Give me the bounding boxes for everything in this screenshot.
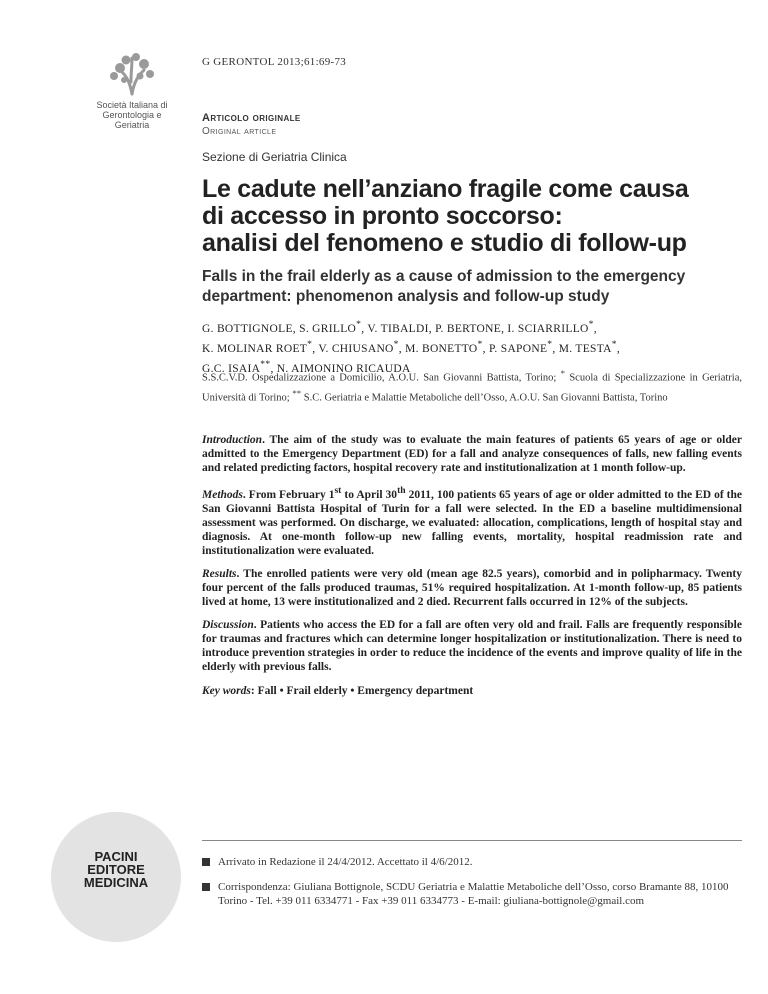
- society-logo: [84, 52, 180, 130]
- title-italian-line: di accesso in pronto soccorso:: [202, 202, 563, 230]
- tree-emblem-icon: [106, 52, 158, 96]
- title-english: [202, 267, 742, 307]
- abstract-results: Results. The enrolled patients were very old (mean age 82.5 years), comorbid and in polipharmacy. Twenty four percent of the falls produced traumas, 51% required hospitalization. At 1-month follow-up, 85 patients lived at home, 13 were institutionalized and 2 died. Recurrent falls occurred in 12% of the subjects.: [202, 567, 742, 608]
- abstract: [202, 433, 742, 707]
- square-bullet-icon: [202, 858, 210, 866]
- journal-reference: G GERONTOL 2013;61:69-73: [202, 56, 347, 68]
- society-name: Società Italiana di Gerontologia e Geriatria: [96, 100, 168, 130]
- publisher-badge: [51, 812, 181, 942]
- affiliations: S.S.C.V.D. Ospedalizzazione a Domicilio, A.O.U. San Giovanni Battista, Torino; * Scuola di Specializzazione in Geriatria, Università di Torino; ** S.C. Geriatria e Malattie Metaboliche dell’Osso, A.O.U. San Giovanni Battista, Torino: [202, 368, 742, 403]
- article-type-english: Original article: [202, 126, 277, 137]
- footnote-received: Arrivato in Redazione il 24/4/2012. Accettato il 4/6/2012.: [202, 855, 742, 869]
- article-type-italian: Articolo originale: [202, 112, 301, 124]
- abstract-introduction: Introduction. The aim of the study was to evaluate the main features of patients 65 years of age or older admitted to the Emergency Department (ED) for a fall and analyze consequences of falls, new falling events and related predicting factors, hospital recovery rate and institutionalization at 1 month follow-up.: [202, 434, 742, 474]
- title-italian-line: Le cadute nell’anziano fragile come causa: [202, 175, 689, 203]
- section-name: Sezione di Geriatria Clinica: [202, 150, 347, 164]
- publisher-name: PACINI EDITORE MEDICINA: [83, 849, 149, 890]
- abstract-discussion: Discussion. Patients who access the ED for a fall are often very old and frail. Falls are frequently responsible for traumas and fractures which can determine longer hospitalization or institutionalization. There is need to introduce prevention strategies in order to reduce the incidence of the events and improve quality of life in the elderly with previous falls.: [202, 618, 742, 673]
- footnote-divider: [202, 840, 742, 841]
- square-bullet-icon: [202, 883, 210, 891]
- title-english-line: department: phenomenon analysis and follow-up study: [202, 288, 610, 305]
- title-italian: [202, 176, 742, 257]
- author-line: K. MOLINAR ROET*, V. CHIUSANO*, M. BONETTO*, P. SAPONE*, M. TESTA*,: [202, 338, 621, 355]
- author-line: G.C. ISAIA**, N. AIMONINO RICAUDA: [202, 358, 411, 375]
- author-line: G. BOTTIGNOLE, S. GRILLO*, V. TIBALDI, P. BERTONE, I. SCIARRILLO*,: [202, 319, 597, 335]
- footnote-correspondence: Corrispondenza: Giuliana Bottignole, SCDU Geriatria e Malattie Metaboliche dell’Osso, corso Bramante 88, 10100 Torino - Tel. +39 011 6334771 - Fax +39 011 6334773 - E-mail: giuliana-bottignole@gmail.com: [202, 880, 742, 908]
- keywords: Key words: Fall • Frail elderly • Emergency department: [202, 684, 474, 697]
- title-english-line: Falls in the frail elderly as a cause of admission to the emergency: [202, 268, 686, 285]
- abstract-methods: Methods. From February 1st to April 30th 2011, 100 patients 65 years of age or older admitted to the ED of the San Giovanni Battista Hospital of Turin for a fall were selected. In the ED a baseline multidimensional assessment was performed. On discharge, we evaluated: allocation, complications, length of hospital stay and diagnosis. At one-month follow-up new falling events, mortality, hospital readmission rate and institutionalization were evaluated.: [202, 485, 742, 557]
- title-italian-line: analisi del fenomeno e studio di follow-up: [202, 229, 687, 257]
